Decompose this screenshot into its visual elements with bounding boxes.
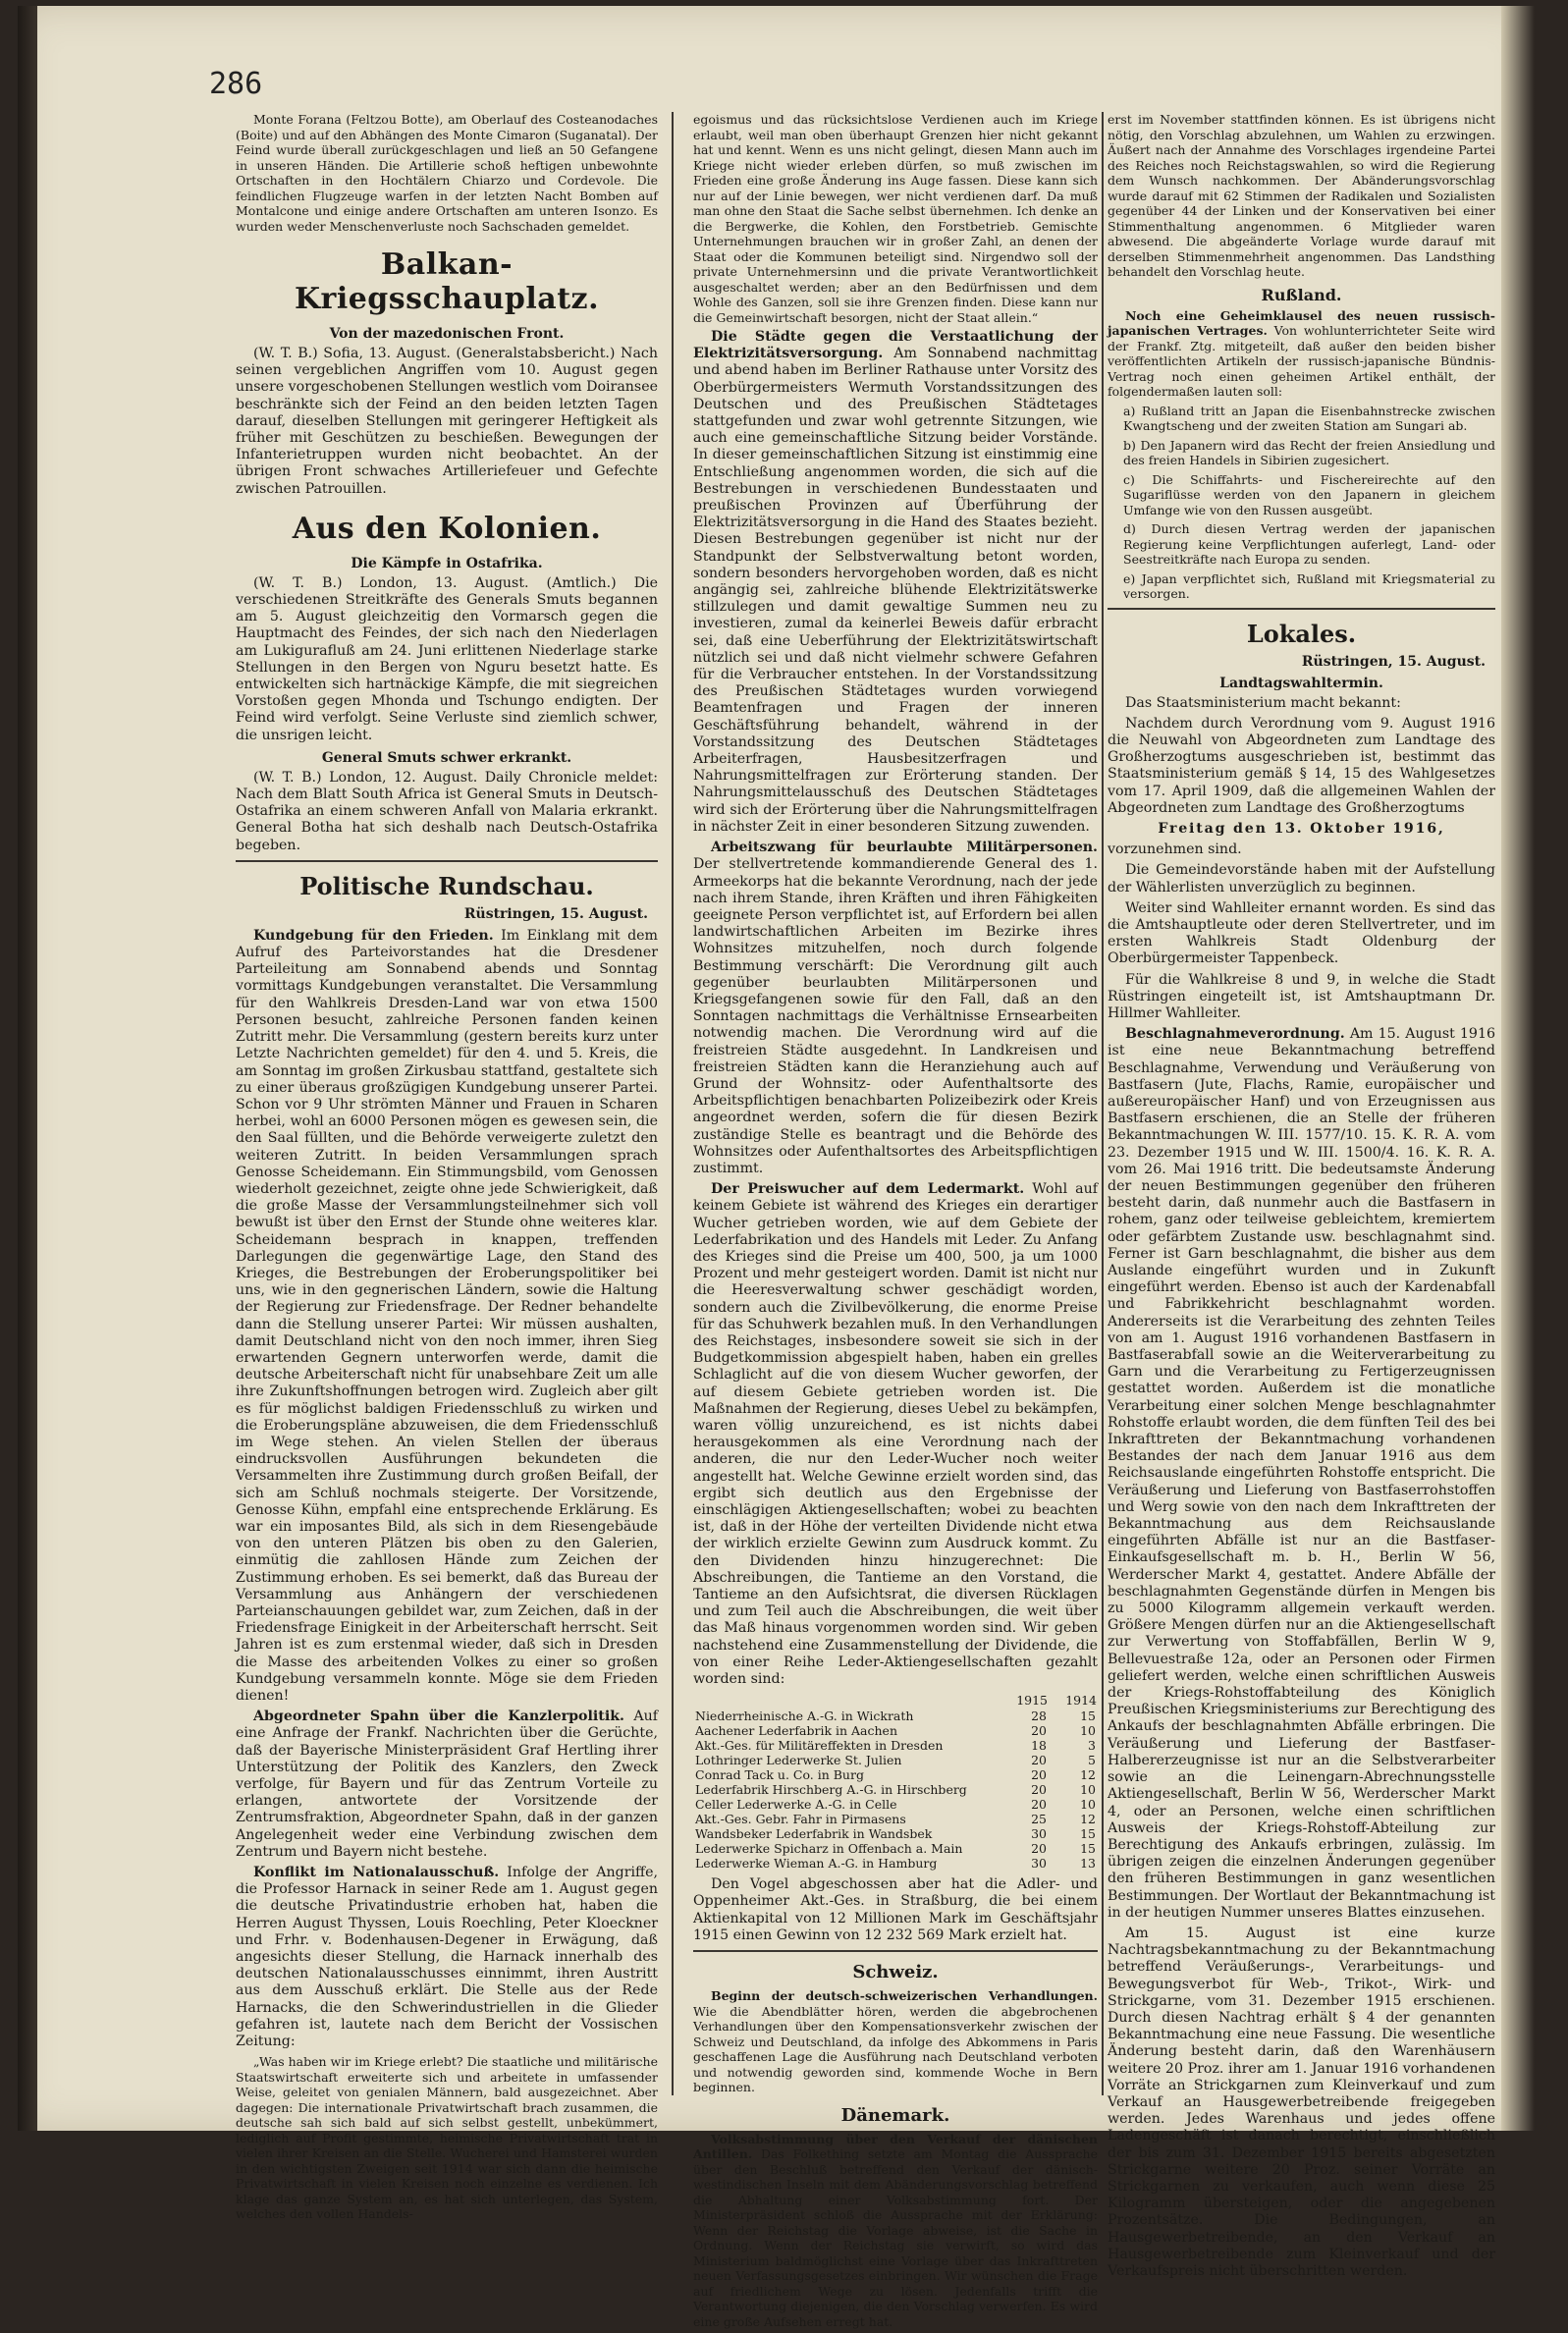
russland-list xyxy=(1108,404,1495,602)
dividend-1915: 30 xyxy=(1031,1826,1047,1842)
dividend-row xyxy=(693,1812,1098,1826)
landtag-paragraph-2: Die Gemeindevorstände haben mit der Aufstellung der Wählerlisten unverzüglich zu beginnen. xyxy=(1108,862,1495,895)
smuts-subheading: General Smuts schwer erkrankt. xyxy=(321,749,572,766)
landtag-paragraph: Nachdem durch Verordnung vom 9. August 1916 die Neuwahl von Abgeordneten zum Landtage des Großherzogtums ausgeschrieben ist, bestimmt das Staatsministerium gemäß § 14, 15 des Wahlgesetzes vom 17. April 1909, daß die allgemeinen Wahlen der Abgeordneten zum Landtage des Großherzogtums xyxy=(1108,715,1495,816)
dividend-1914: 15 xyxy=(1080,1826,1096,1842)
dividend-1914: 12 xyxy=(1080,1812,1096,1827)
staedte-paragraph xyxy=(693,329,1098,836)
kolonien-heading: Aus den Kolonien. xyxy=(292,511,602,546)
dividend-row xyxy=(693,1782,1098,1797)
section-rule xyxy=(236,860,658,862)
daenemark-lead: Volksabstimmung über den Verkauf der dänischen Antillen. xyxy=(693,2131,1098,2162)
dividend-1915: 20 xyxy=(1031,1782,1047,1798)
dividend-1914: 3 xyxy=(1088,1738,1096,1754)
dividend-1915: 20 xyxy=(1031,1723,1047,1739)
header-1914: 1914 xyxy=(1065,1693,1097,1709)
spahn-text: Auf eine Anfrage der Frankf. Nachrichten über die Gerüchte, daß der Bayerische Ministerpräsident Graf Hertling ihrer Unterstützung der Politik des Kanzlers, den Zweck verfolge, für Bayern und für das Zentrum Vorteile zu erlangen, antwortete der Vorsitzende der Zentrumsfraktion, Abgeordneter Spahn, daß in der ganzen Angelegenheit weder eine Verbindung zwischen dem Zentrum und Bayern nicht bestehe. xyxy=(236,1709,658,1860)
russland-text: Von wohlunterrichteter Seite wird der Frankf. Ztg. mitgeteilt, daß außer den beiden bisher veröffentlichten Artikeln der russisch-japanische Bündnis-Vertrag noch einen geheimen Artikel enthält, der folgendermaßen lauten soll: xyxy=(1108,323,1495,399)
column-rule-2 xyxy=(1102,112,1104,2095)
dividend-1915: 30 xyxy=(1031,1856,1047,1872)
landtag-paragraph-4: Für die Wahlkreise 8 und 9, in welche die Stadt Rüstringen eingeteilt ist, ist Amtshauptmann Dr. Hillmer Wahlleiter. xyxy=(1108,971,1495,1021)
dividend-1914: 12 xyxy=(1080,1767,1096,1783)
company-name: Lederwerke Wieman A.-G. in Hamburg xyxy=(695,1856,938,1872)
dividend-table xyxy=(693,1692,1098,1871)
frieden-paragraph xyxy=(236,928,658,1705)
landtag-subheading: Landtagswahltermin. xyxy=(1219,675,1383,691)
nachtrag-paragraph: Am 15. August ist eine kurze Nachtragsbekanntmachung zu der Bekanntmachung betreffend Veräußerungs-, Verarbeitungs- und Bewegungsverbot für Web-, Trikot-, Wirk- und Strickgarne, vom 31. Dezember 1915 erschienen. Durch diesen Nachtrag erhält § 4 der genannten Bekanntmachung eine neue Fassung. Die wesentliche Änderung besteht darin, daß den Warenhäusern weitere 20 Proz. ihrer am 1. Januar 1916 vorhandenen Vorräte an Strickgarnen zum Kleinverkauf und zum Verkauf an Hausgewerbetreibende freigegeben werden. Jedes Warenhaus und jedes offene Ladengeschäft ist danach berechtigt, einschließlich der bis zum 31. Dezember 1915 bereits abgesetzten Strickgarne weitere 20 Proz. seiner Vorräte an Strickgarnen zu verkaufen, auch wenn diese 25 Kilogramm übersteigen, oder die angegebenen Prozentsätze. Die Bedingungen, an Hausgewerbetreibende, an den Verkauf an Hausgewerbetreibende zum Kleinverkauf und der Verkaufspreis nicht überschritten werden. xyxy=(1108,1925,1495,2279)
company-name: Lothringer Lederwerke St. Julien xyxy=(695,1753,902,1768)
column-2 xyxy=(693,112,1098,2333)
preis-lead: Der Preiswucher auf dem Ledermarkt. xyxy=(711,1181,1025,1198)
preis-paragraph xyxy=(693,1181,1098,1688)
dividend-1914: 10 xyxy=(1080,1723,1096,1739)
konflikt-paragraph xyxy=(236,1865,658,2050)
dividend-1915: 18 xyxy=(1031,1738,1047,1754)
russland-heading: Rußland. xyxy=(1261,285,1342,304)
schweiz-lead: Beginn der deutsch-schweizerischen Verhandlungen. xyxy=(711,1988,1098,2004)
lokales-dateline: Rüstringen, 15. August. xyxy=(1301,653,1486,670)
dividend-header-row xyxy=(693,1692,1098,1709)
russland-paragraph xyxy=(1108,308,1495,400)
spahn-paragraph xyxy=(236,1709,658,1861)
arbeit-paragraph xyxy=(693,840,1098,1177)
beschlag-paragraph xyxy=(1108,1026,1495,1922)
column-1 xyxy=(236,112,658,2226)
company-name: Lederwerke Spicharz in Offenbach a. Main xyxy=(695,1841,963,1857)
beschlag-lead: Beschlagnahmeverordnung. xyxy=(1125,1026,1345,1043)
dividend-row xyxy=(693,1723,1098,1738)
newspaper-page xyxy=(18,6,1535,2329)
dividend-1915: 20 xyxy=(1031,1797,1047,1813)
russland-item: a) Rußland tritt an Japan die Eisenbahnstrecke zwischen Kwangtscheng und der zweiten Station am Sungari ab. xyxy=(1123,403,1495,433)
company-name: Niederrheinische A.-G. in Wickrath xyxy=(695,1709,914,1724)
russland-item: e) Japan verpflichtet sich, Rußland mit Kriegsmaterial zu versorgen. xyxy=(1123,570,1495,601)
konflikt-quote: „Was haben wir im Kriege erlebt? Die staatliche und militärische Staatswirtschaft erweiterte sich und arbeitete in umfassender Weise, geleitet von genialen Männern, bald ausgezeichnet. Aber dagegen: Die internationale Privatwirtschaft brach zusammen, die deutsche sah sich bald auf sich selbst gestellt, unbekümmert, lediglich auf Profit gestimmte, heimische Privatwirtschaft trat in vielen ihrer Kreisen an die Stelle. Wucherei und Hamsterei wurden in den wichtigsten Zweigen seit 1914 war sich dann die heimische Privatwirtschaft in vielen Kreisen noch einzelne es verdienen. Ich klage das ganze System an, es hat sich unterlegen, das System, welches den vollen Handels- xyxy=(236,2054,658,2222)
schweiz-heading: Schweiz. xyxy=(852,1962,939,1983)
dividend-1914: 15 xyxy=(1080,1841,1096,1857)
company-name: Celler Lederwerke A.-G. in Celle xyxy=(695,1797,897,1813)
daenemark-heading: Dänemark. xyxy=(840,2104,950,2126)
dividend-1915: 20 xyxy=(1031,1841,1047,1857)
russland-item: d) Durch diesen Vertrag werden der japanischen Regierung keine Verpflichtungen auferlegt, Land- oder Seestreitkräfte nach Europa zu senden. xyxy=(1123,521,1495,567)
dividend-1914: 13 xyxy=(1080,1856,1096,1872)
company-name: Aachener Lederfabrik in Aachen xyxy=(695,1723,897,1739)
page-edge-shadow xyxy=(1501,6,1535,2131)
dividend-1915: 20 xyxy=(1031,1767,1047,1783)
smuts-paragraph: (W. T. B.) London, 12. August. Daily Chronicle meldet: Nach dem Blatt South Africa ist General Smuts in Deutsch-Ostafrika an einem schweren Anfall von Malaria erkrankt. General Botha hat sich deshalb nach Deutsch-Ostafrika begeben. xyxy=(236,769,658,853)
dividend-row xyxy=(693,1856,1098,1871)
dividend-row xyxy=(693,1767,1098,1782)
dividend-1914: 15 xyxy=(1080,1709,1096,1724)
russland-item: b) Den Japanern wird das Recht der freien Ansiedlung und des freien Handels in Sibirien zugesichert. xyxy=(1123,437,1495,467)
schweiz-paragraph xyxy=(693,1988,1098,2095)
preis-text: Wohl auf keinem Gebiete ist während des Krieges ein derartiger Wucher getrieben worden, wie auf dem Gebiete der Lederfabrikation und des Handels mit Leder. Zu Anfang des Krieges sind die Preise um 400, 500, ja um 1000 Prozent und mehr gesteigert worden. Damit ist nicht nur die Heeresverwaltung schwer geschädigt worden, sondern auch die Zivilbevölkerung, die enorme Preise für das Schuhwerk bezahlen muß. In den Verhandlungen des Reichstages, insbesondere soweit sie sich in der Budgetkommission abgespielt haben, haben ein grelles Schlaglicht auf die von diesem Wucher geworfen, der auf diesem Gebiete getrieben worden ist. Die Maßnahmen der Regierung, dieses Uebel zu bekämpfen, waren völlig unzureichend, es ist nichts dabei herausgekommen als eine Verordnung nach der anderen, die nur den Leder-Wucher noch weiter angestellt hat. Welche Gewinne erzielt worden sind, das ergibt sich deutlich aus den Ergebnisse der einschlägigen Aktiengesellschaften; wobei zu beachten ist, daß in der Höhe der verteilten Dividende nicht etwa der wirklich erzielte Gewinn zum Ausdruck kommt. Zu den Dividenden hinzu hinzugerechnet: Die Abschreibungen, die Tantieme an den Vorstand, die Tantieme an den Aufsichtsrat, die diversen Rücklagen und zum Teil auch die Abschreibungen, die weit über das Maß hinaus vorgenommen worden sind. Wir geben nachstehend eine Zusammenstellung der Dividende, die von einer Reihe Leder-Aktiengesellschaften gezahlt worden sind: xyxy=(693,1181,1098,1688)
balkan-subheading: Von der mazedonischen Front. xyxy=(329,326,565,342)
company-name: Akt.-Ges. für Militäreffekten in Dresden xyxy=(695,1738,944,1754)
dividend-1915: 25 xyxy=(1031,1812,1047,1827)
schweiz-text: Wie die Abendblätter hören, werden die abgebrochenen Verhandlungen über den Kompensationsverkehr zwischen der Schweiz und Deutschland, da infolge des Abkommens in Paris geschaffenen Lage die Ausführung nach Deutschland verboten und notwendig geworden sind, kommende Woche in Bern beginnen. xyxy=(693,2003,1098,2095)
landtag-date: Freitag den 13. Oktober 1916, xyxy=(1158,820,1445,837)
politik-dateline: Rüstringen, 15. August. xyxy=(463,905,648,922)
dividend-row xyxy=(693,1826,1098,1841)
konflikt-text: Infolge der Angriffe, die Professor Harnack in seiner Rede am 1. August gegen die deutsche Privatindustrie erhoben hat, haben die Herren August Thyssen, Louis Roechling, Peter Kloeckner und Frhr. v. Bodenhausen-Degener in Erwägung, daß angesichts dieser Stellung, die Harnack innerhalb des deutschen Nationalausschusses einnimmt, ihren Austritt aus dem Ausschuß erklärt. Die Stelle aus der Rede Harnacks, die den Schwerindustriellen in die Glieder gefahren ist, lautete nach dem Bericht der Vossischen Zeitung: xyxy=(236,1865,659,2050)
dividend-row xyxy=(693,1841,1098,1856)
daenemark-text: Das Folkething setzte am Montag die Aussprache über den Beschluß betreffend den Verkauf der dänisch-westindischen Inseln mit dem Abänderungsvorschlag betreffend die Abhaltung einer Volksabstimmung fort. Der Ministerpräsident schloß die Aussprache mit der Erklärung: Wenn der Reichstag die Vorlage abweise, ist die Sache in Ordnung. Wenn der Reichstag sie verwirft, so wird das Ministerium baldmöglichst eine Vorlage über das Inkrafttreten neuen Verfassungsgesetzes einbringen. Wir wünschen die Frage auf friedlichem Wege zu lösen. Jedenfalls trifft die Verantwortung diejenigen, die den Vorschlag verwerfen. Es wird eine große Aufsehen erregt hat. xyxy=(693,2146,1098,2329)
staedte-text: Am Sonnabend nachmittag und abend haben im Berliner Rathause unter Vorsitz des Oberbürgermeisters Wermuth Vorstandssitzungen des Deutschen und des Preußischen Städtetages stattgefunden und zwar wohl getrennte Sitzungen, wie auch eine gemeinschaftliche Sitzung beider Vorstände. In dieser gemeinschaftlichen Sitzung ist einstimmig eine Entschließung angenommen worden, die sich auf die Bestrebungen in verschiedenen Bundesstaaten und preußischen Provinzen auf Überführung der Elektrizitätsversorgung in die Hand des Staates bezieht. Diesen Bestrebungen gegenüber ist nicht nur der Standpunkt der Selbstverwaltung betont worden, sondern besonders hervorgehoben worden, daß es nicht angängig sei, zahlreiche blühende Elektrizitätswerke stillzulegen und damit gewaltige Summen neu zu investieren, zumal da keinerlei Beweis dafür erbracht sei, daß eine Ueberführung der Elektrizitätswirtschaft nützlich sei und daß nicht vielmehr schwere Gefahren für die Verbraucher entstehen. In der Vorstandssitzung des Preußischen Städtetages wurden vorwiegend Beamtenfragen und Fragen der inneren Geschäftsführung behandelt, während in der Vorstandssitzung des Deutschen Städtetages Arbeiterfragen, Hausbesitzerfragen und Nahrungsmittelfragen zur Erörterung standen. Der Nahrungsmittelausschuß des Deutschen Städtetages wird sich der Erörterung über die Nahrungsmittelfragen in nächster Zeit in einer besonderen Sitzung zuwenden. xyxy=(693,346,1098,835)
dividend-row xyxy=(693,1738,1098,1753)
landtag-intro: Das Staatsministerium macht bekannt: xyxy=(1125,694,1401,711)
beschlag-text: Am 15. August 1916 ist eine neue Bekanntmachung betreffend Beschlagnahme, Verwendung und Veräußerung von Bastfasern (Jute, Flachs, Ramie, europäischer und außereuropäischer Hanf) und von Erzeugnissen aus Bastfasern erschienen, die an Stelle der früheren Bekanntmachungen W. III. 1577/10. 15. K. R. A. vom 23. Dezember 1915 und W. III. 1500/4. 16. K. R. A. vom 26. Mai 1916 tritt. Die bedeutsamste Änderung der neuen Bestimmungen gegenüber den früheren besteht darin, daß nunmehr auch die Bastfasern in rohem, ganz oder teilweise gebleichtem, kremiertem oder gefärbtem Zustande usw. beschlagnahmt sind. Ferner ist Garn beschlagnahmt, die bisher aus dem Auslande eingeführt wurden und in Zukunft eingeführt werden. Ebenso ist auch der Kardenabfall und Fabrikkehricht beschlagnahmt worden. Andererseits ist die Verarbeitung des zehnten Teiles von am 1. August 1916 vorhandenen Bastfasern in Bastfaserabfall sowie an die Weiterverarbeitung zu Garn und die Verarbeitung zu Fertigerzeugnissen gestattet worden. Außerdem ist die monatliche Verarbeitung einer solchen Menge beschlagnahmter Rohstoffe erlaubt worden, die dem fünften Teil des bei Inkrafttreten der Bekanntmachung vorhandenen Bestandes der nach dem Januar 1916 aus dem Reichsauslande eingeführten Rohstoffe entspricht. Die Veräußerung und Lieferung von Bastfaserrohstoffen und Werg sowie von den nach dem Inkrafttreten der Bekanntmachung aus dem Reichsauslande eingeführten Abfälle ist nur an die Bastfaser-Einkaufsgesellschaft m. b. H., Berlin W 56, Werderscher Markt 4, gestattet. Andere Abfälle der beschlagnahmten Gegenstände dürfen in Mengen bis zu 5000 Kilogramm allgemein verkauft werden. Größere Mengen dürfen nur an die Aktiengesellschaft zur Verwertung von Stoffabfällen, Berlin W 9, Bellevuestraße 12a, oder an Personen oder Firmen geliefert werden, welche einen schriftlichen Ausweis der Kriegs-Rohstoffabteilung des Königlich Preußischen Kriegsministeriums zur Berechtigung des Ankaufs der beschlagnahmten Abfälle erbringen. Die Veräußerung und Lieferung der Bastfaser-Halbererzeugnisse ist nur an die Selbstverarbeiter sowie an die Leinengarn-Abrechnungsstelle Aktiengesellschaft, Berlin W 56, Werderscher Markt 4, oder an Personen, welche einen schriftlichen Ausweis der Kriegs-Rohstoff-Abteilung zur Berechtigung des Ankaufs erbringen, zulässig. Im übrigen zeigen die einzelnen Änderungen gegenüber den früheren Bestimmungen in ganz wesentlichen Bestimmungen. Der Wortlaut der Bekanntmachung ist in der heutigen Nummer unseres Blattes einzusehen. xyxy=(1108,1026,1495,1921)
section-rule xyxy=(1108,608,1495,610)
russland-item: c) Die Schiffahrts- und Fischereirechte auf den Sugariflüsse werden von den Japanern in gleichem Umfange wie von den Russen ausgeübt. xyxy=(1123,471,1495,517)
column-rule-1 xyxy=(672,112,674,2095)
frieden-lead: Kundgebung für den Frieden. xyxy=(253,927,494,944)
company-name: Lederfabrik Hirschberg A.-G. in Hirschberg xyxy=(695,1782,967,1798)
dividend-1914: 10 xyxy=(1080,1782,1096,1798)
section-rule xyxy=(693,1950,1098,1952)
daenemark-paragraph xyxy=(693,2132,1098,2330)
column-3 xyxy=(1108,112,1495,2284)
balkan-paragraph: (W. T. B.) Sofia, 13. August. (Generalstabsbericht.) Nach seinen vergeblichen Angriffen vom 10. August gegen unsere vorgeschobenen Stellungen westlich vom Doiransee beschränkte sich der Feind an den beiden letzten Tagen darauf, dieselben Stellungen mit geringerer Heftigkeit als früher mit Geschützen zu beschießen. Bewegungen der Infanterietruppen wurden nicht beobachtet. An der übrigen Front schwaches Artilleriefeuer und Gefechte zwischen Patrouillen. xyxy=(236,346,658,497)
dividend-1914: 5 xyxy=(1088,1753,1096,1768)
page-number: 286 xyxy=(209,67,263,101)
col3-continuation: erst im November stattfinden können. Es ist übrigens nicht nötig, den Vorschlag abzulehnen, um Wahlen zu erzwingen. Äußert nach der Annahme des Vorschlages irgendeine Partei des Reiches noch Reichstagswahlen, so wird die Regierung dem Wunsch nachkommen. Der Abänderungsvorschlag wurde darauf mit 62 Stimmen der Radikalen und Sozialisten gegenüber 44 der Linken und der Konservativen bei einer Stimmenthaltung angenommen. 6 Mitglieder waren abwesend. Die abgeänderte Vorlage wurde darauf mit derselben Stimmenmehrheit angenommen. Das Landsthing behandelt den Vorschlag heute. xyxy=(1108,112,1495,279)
arbeit-text: Der stellvertretende kommandierende General des 1. Armeekorps hat die bekannte Verordnung, nach der jede nach ihrem Stande, ihren Kräften und ihren Fähigkeiten geeignete Person verpflichtet ist, auf Erfordern bei allen landwirtschaftlichen Arbeiten im Bezirke ihres Wohnsitzes mitzuhelfen, noch durch folgende Bestimmung verschärft: Die Verordnung gilt auch gegenüber beurlaubten Militärpersonen und Kriegsgefangenen sowie für den Fall, daß an den Sonntagen nachmittags die Verhältnisse Ernsearbeiten notwendig machen. Die Verordnung wird auf die freistreien Städte ausgedehnt. In Landkreisen und freistreien Städten kann die Heranziehung auch auf Grund der Wohnsitz- oder Aufenthaltsorte des Arbeitspflichtigen benachbarten Polizeibezirk oder Kreis angeordnet werden, sofern die für diesen Bezirk zuständige Stelle es beantragt und die Behörde des Wohnsitzes oder Aufenthaltsortes des Arbeitspflichtigen zustimmt. xyxy=(693,856,1098,1176)
konflikt-lead: Konflikt im Nationalausschuß. xyxy=(253,1865,500,1881)
dividend-1915: 20 xyxy=(1031,1753,1047,1768)
spahn-lead: Abgeordneter Spahn über die Kanzlerpolitik. xyxy=(253,1709,624,1725)
dividend-row xyxy=(693,1709,1098,1723)
intro-paragraph: Monte Forana (Feltzou Botte), am Oberlauf des Costeanodaches (Boite) und auf den Abhängen des Monte Cimaron (Suganatal). Der Feind wurde überall zurückgeschlagen und ließ an 50 Gefangene in unseren Händen. Die Artillerie schoß heftigen unbewohnte Ortschaften in den Hochtälern Chiarzo und Cordevole. Die feindlichen Flugzeuge warfen in der letzten Nacht Bomben auf Montalcone und einige andere Ortschaften am unteren Isonzo. Es wurden weder Menschenverluste noch Sachschaden gemeldet. xyxy=(236,112,658,234)
company-name: Akt.-Ges. Gebr. Fahr in Pirmasens xyxy=(695,1812,906,1827)
dividend-1915: 28 xyxy=(1031,1709,1047,1724)
lokales-heading: Lokales. xyxy=(1246,619,1357,648)
landtag-after: vorzunehmen sind. xyxy=(1108,841,1242,858)
balkan-heading: Balkan-Kriegsschauplatz. xyxy=(294,247,600,316)
politik-heading: Politische Rundschau. xyxy=(299,871,594,900)
company-name: Wandsbeker Lederfabrik in Wandsbek xyxy=(695,1826,933,1842)
frieden-text: Im Einklang mit dem Aufruf des Parteivorstandes hat die Dresdener Parteileitung am Sonnabend abends und Sonntag vormittags Kundgebungen veranstaltet. Die Versammlung für den Wahlkreis Dresden-Land war von etwa 1500 Personen besucht, zahlreiche Personen fanden keinen Zutritt mehr. Die Versammlung (gestern bereits kurz unter Letzte Nachrichten gemeldet) für den 4. und 5. Kreis, die am Sonntag im großen Zirkusbau stattfand, gestaltete sich zu einer überaus großzügigen Kundgebung unserer Partei. Schon vor 9 Uhr strömten Männer und Frauen in Scharen herbei, wohl an 6000 Personen mögen es gewesen sein, die den Saal füllten, und die Behörde verweigerte zuletzt den weiteren Zutritt. In beiden Versammlungen sprach Genosse Scheidemann. Ein Stimmungsbild, vom Genossen wiederholt gezeichnet, zeigte ohne jede Schwierigkeit, daß die große Masse der Versammlungsteilnehmer sich voll bewußt ist über den Ernst der Stunde ohne weiteres klar. Scheidemann besprach in knappen, treffenden Darlegungen die gegenwärtige Lage, den Stand des Krieges, die Bestrebungen der Eroberungspolitiker bei uns, wie in den gegnerischen Ländern, sowie die Haltung der Regierung zur Friedensfrage. Der Redner behandelte dann die Stellung unserer Partei: Wir müssen aushalten, damit Deutschland nicht von den noch immer, ihren Sieg erwartenden Gegnern unterworfen werde, damit die deutsche Arbeiterschaft nicht für unabsehbare Zeit um alle ihre Zukunftshoffnungen betrogen wird. Zugleich aber gilt es für möglichst baldigen Friedensschluß zu wirken und die Eroberungspläne abzuweisen, die dem Friedensschluß im Wege stehen. An vielen Stellen der überaus eindrucksvollen Ausführungen bekundeten die Versammelten ihre Zustimmung durch großen Beifall, der sich am Schluß nochmals steigerte. Der Vorsitzende, Genosse Kühn, empfahl eine entsprechende Erklärung. Es war ein imposantes Bild, als sich in dem Riesengebäude von den unteren Plätzen bis oben zu den Galerien, einmütig die zahllosen Hände zum Zeichen der Zustimmung erhoben. Es sei bemerkt, daß das Bureau der Versammlung aus Anhängern der verschiedenen Parteianschauungen gebildet war, zum Zeichen, daß in der Friedensfrage Einigkeit in der Arbeiterschaft herrscht. Seit Jahren ist es zum erstenmal wieder, daß sich in Dresden die Masse des arbeitenden Volkes zu einer so großen Kundgebung versammeln konnte. Möge sie dem Frieden dienen! xyxy=(236,927,659,1705)
russland-lead: Noch eine Geheimklausel des neuen russisch-japanischen Vertrages. xyxy=(1108,307,1495,338)
dividend-row xyxy=(693,1753,1098,1767)
staedte-lead: Die Städte gegen die Verstaatlichung der Elektrizitätsversorgung. xyxy=(693,329,1098,362)
dividend-1914: 10 xyxy=(1080,1797,1096,1813)
dividend-row xyxy=(693,1797,1098,1812)
landtag-paragraph-3: Weiter sind Wahlleiter ernannt worden. Es sind das die Amtshauptleute oder deren Stellvertreter, und im ersten Wahlkreis Stadt Oldenburg der Oberbürgermeister Tappenbeck. xyxy=(1108,899,1495,967)
header-1915: 1915 xyxy=(1016,1693,1048,1709)
company-name: Conrad Tack u. Co. in Burg xyxy=(695,1767,864,1783)
kolonien-subheading: Die Kämpfe in Ostafrika. xyxy=(351,555,543,571)
book-spine xyxy=(18,6,37,2131)
kolonien-paragraph: (W. T. B.) London, 13. August. (Amtlich.) Die verschiedenen Streitkräfte des Generals Smuts begannen am 5. August gleichzeitig den Vormarsch gegen die Hauptmacht des Feindes, der sich nach den Niederlagen am Lukigurafluß am 24. Juni erlittenen Niederlage starke Stellungen in den Bergen von Nguru besetzt hatte. Es entwickelten sich hartnäckige Kämpfe, die mit siegreichen Vorstoßen gegen Mhonda und Tschungo endigten. Der Feind wird verfolgt. Seine Verluste sind ziemlich schwer, die unsrigen leicht. xyxy=(236,574,658,743)
arbeit-lead: Arbeitszwang für beurlaubte Militärpersonen. xyxy=(711,840,1098,856)
continuation-paragraph: egoismus und das rücksichtslose Verdienen auch im Kriege erlaubt, weil man oben überhaupt Grenzen hier nicht gekannt hat und kennt. Wenn es uns nicht gelingt, diesen Mann auch im Kriege nicht wieder erleben dürfen, so muß zwischen im Frieden eine große Änderung ins Auge fassen. Diese kann sich nur auf der Linie bewegen, wer nicht verdienen darf. Da muß man ohne den Staat die Sache selbst übernehmen. Ich denke an die Bergwerke, die Kohlen, den Forstbetrieb. Gemischte Unternehmungen brauchen wir in großer Zahl, an denen der Staat oder die Kommunen beteiligt sind. Nirgendwo soll der private Unternehmersinn und die private Verantwortlichkeit ausgeschaltet werden; aber an den Bedürfnissen und dem Wohle des Ganzen, soll sie ihre Grenzen finden. Diese kann nur die Gemeinwirtschaft besorgen, nicht der Staat allein.“ xyxy=(693,112,1098,325)
table-after-paragraph: Den Vogel abgeschossen aber hat die Adler- und Oppenheimer Akt.-Ges. in Straßburg, die bei einem Aktienkapital von 12 Millionen Mark im Geschäftsjahr 1915 einen Gewinn von 12 232 569 Mark erzielt hat. xyxy=(693,1876,1098,1943)
